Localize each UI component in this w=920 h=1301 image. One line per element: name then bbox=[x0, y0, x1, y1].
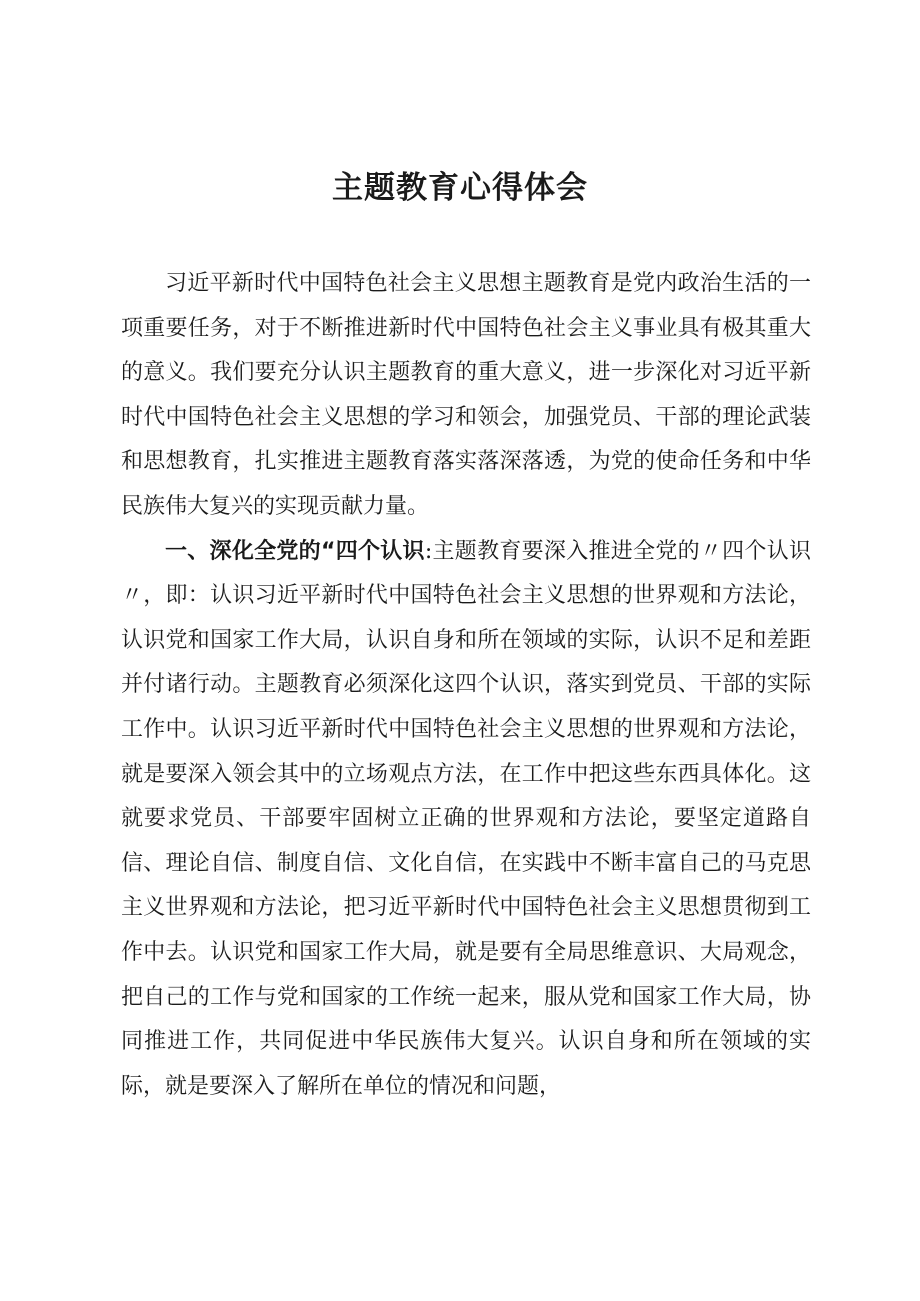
document-title: 主题教育心得体会 bbox=[332, 170, 588, 206]
section-1-heading: 一、深化全党的“四个认识 bbox=[165, 538, 425, 564]
section-1-body: :主题教育要深入推进全党的〃四个认识〃，即：认识习近平新时代中国特色社会主义思想的世界观和方法论，认识党和国家工作大局，认识自身和所在领域的实际，认识不足和差距并付诸行动。主题教育必须深化这四个认识，落实到党员、干部的实际工作中。认识习近平新时代中国特色社会主义思想的世界观和方法论，就是要深入领会其中的立场观点方法，在工作中把这些东西具体化。这就要求党员、干部要牢固树立正确的世界观和方法论，要坚定道路自信、理论自信、制度自信、文化自信，在实践中不断丰富自己的马克思主义世界观和方法论，把习近平新时代中国特色社会主义思想贯彻到工作中去。认识党和国家工作大局，就是要有全局思维意识、大局观念，把自己的工作与党和国家的工作统一起来，服从党和国家工作大局，协同推进工作，共同促进中华民族伟大复兴。认识自身和所在领域的实际，就是要深入了解所在单位的情况和问题， bbox=[121, 538, 811, 1099]
document-body bbox=[121, 262, 811, 1109]
intro-paragraph: 习近平新时代中国特色社会主义思想主题教育是党内政治生活的一项重要任务，对于不断推进新时代中国特色社会主义事业具有极其重大的意义。我们要充分认识主题教育的重大意义，进一步深化对习近平新时代中国特色社会主义思想的学习和领会，加强党员、干部的理论武装和思想教育，扎实推进主题教育落实落深落透，为党的使命任务和中华民族伟大复兴的实现贡献力量。 bbox=[121, 271, 811, 519]
section-1-paragraph bbox=[121, 530, 811, 1110]
